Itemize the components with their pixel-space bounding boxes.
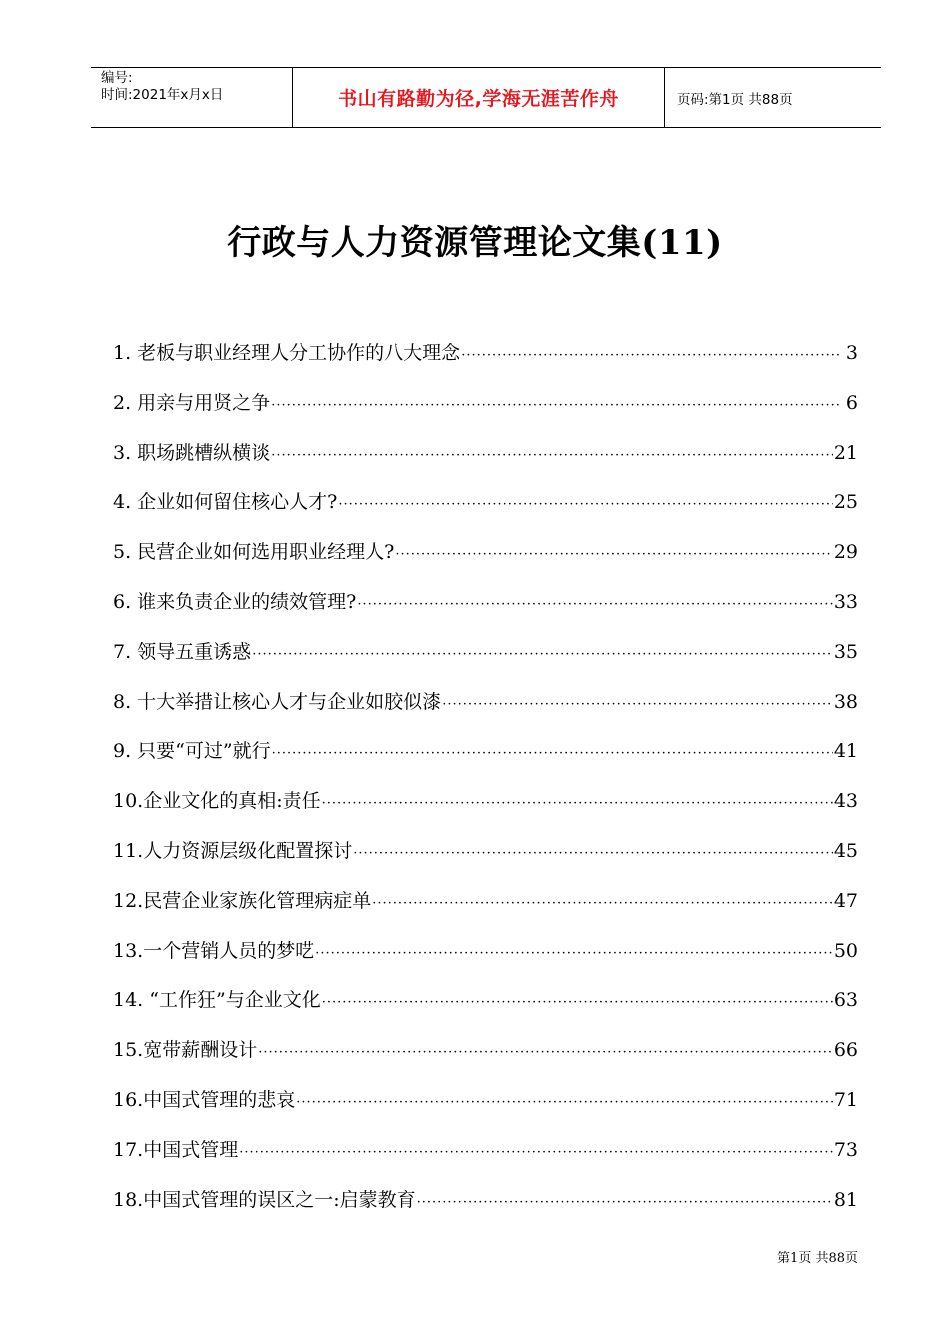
toc-entry[interactable] — [113, 338, 858, 388]
header-motto: 书山有路勤为径,学海无涯苦作舟 — [293, 68, 665, 127]
toc-entry-title: 老板与职业经理人分工协作的八大理念 — [137, 342, 461, 364]
toc-entry-number: 10. — [113, 790, 144, 813]
toc-entry-page: 47 — [833, 889, 858, 912]
toc-entry-number: 2. — [113, 391, 138, 414]
toc-entry-number: 8. — [113, 690, 138, 713]
toc-entry-title: 人力资源层级化配置探讨 — [143, 839, 353, 862]
toc-entry-title: 宽带薪酬设计 — [143, 1039, 258, 1062]
toc-entry-leader — [322, 995, 833, 1010]
toc-entry-number: 7. — [113, 640, 138, 663]
toc-entry[interactable] — [113, 1085, 858, 1135]
toc-entry-page: 35 — [833, 640, 858, 663]
toc-entry-number: 6. — [113, 590, 138, 613]
toc-entry-title: 中国式管理的悲哀 — [143, 1088, 296, 1111]
toc-entry[interactable] — [113, 487, 858, 537]
toc-entry-page: 43 — [833, 790, 858, 813]
toc-entry-leader — [442, 697, 833, 712]
toc-entry[interactable] — [113, 786, 858, 836]
toc-entry-title: 中国式管理的误区之一:启蒙教育 — [143, 1188, 416, 1211]
toc-entry-leader — [395, 547, 832, 562]
toc-entry-number: 14. — [113, 989, 150, 1012]
toc-entry-number: 15. — [113, 1039, 144, 1062]
toc-entry[interactable] — [113, 736, 858, 786]
toc-entry-title: “工作狂”与企业文化 — [149, 989, 321, 1012]
toc-entry-title: 企业文化的真相:责任 — [143, 790, 321, 813]
toc-entry-leader — [258, 1045, 833, 1060]
toc-entry-leader — [353, 846, 833, 861]
toc-entry-title: 一个营销人员的梦呓 — [143, 939, 315, 962]
toc-entry-leader — [417, 1195, 833, 1210]
toc-entry-page: 21 — [833, 441, 858, 464]
toc-entry-leader — [461, 348, 839, 363]
toc-entry-leader — [252, 647, 833, 662]
toc-entry-leader — [322, 796, 833, 811]
toc-entry-title: 领导五重诱惑 — [137, 640, 252, 663]
toc-entry[interactable] — [113, 1185, 858, 1235]
toc-entry-page: 25 — [833, 491, 858, 514]
toc-entry[interactable] — [113, 836, 858, 886]
toc-entry-title: 十大举措让核心人才与企业如胶似漆 — [137, 690, 442, 713]
toc-entry[interactable] — [113, 1035, 858, 1085]
toc-entry-page: 29 — [833, 541, 858, 564]
toc-entry-leader — [271, 448, 833, 463]
toc-entry-page: 45 — [833, 839, 858, 862]
toc-entry-title: 民营企业家族化管理病症单 — [143, 889, 372, 912]
toc-entry-title: 职场跳槽纵横谈 — [137, 441, 271, 464]
toc-entry-title: 用亲与用贤之争 — [137, 391, 271, 414]
document-title: 行政与人力资源管理论文集(11) — [227, 223, 723, 263]
toc-entry-number: 4. — [113, 491, 138, 514]
toc-entry-number: 11. — [113, 839, 144, 862]
toc-entry-number: 12. — [113, 889, 144, 912]
toc-entry-leader — [357, 597, 832, 612]
toc-entry-page: 3 — [839, 342, 858, 364]
toc-entry-page: 71 — [833, 1088, 858, 1111]
toc-entry[interactable] — [113, 936, 858, 986]
toc-entry[interactable] — [113, 687, 858, 737]
toc-entry[interactable] — [113, 637, 858, 687]
document-number-label: 编号: — [101, 70, 133, 86]
toc-entry-page: 50 — [833, 939, 858, 962]
toc-entry-number: 13. — [113, 939, 144, 962]
toc-entry-title: 民营企业如何选用职业经理人? — [137, 541, 395, 564]
toc-entry[interactable] — [113, 1135, 858, 1185]
toc-entry-title: 企业如何留住核心人才? — [137, 491, 338, 514]
toc-entry-page: 81 — [833, 1188, 858, 1211]
toc-entry-page: 63 — [833, 989, 858, 1012]
header-page-code: 页码:第1页 共88页 — [677, 91, 793, 108]
toc-entry-number: 3. — [113, 441, 138, 464]
table-of-contents — [113, 338, 858, 1234]
toc-entry-page: 6 — [839, 391, 858, 414]
toc-entry-title: 中国式管理 — [143, 1138, 239, 1161]
toc-entry-number: 17. — [113, 1138, 144, 1161]
toc-entry-title: 谁来负责企业的绩效管理? — [137, 590, 357, 613]
toc-entry-page: 73 — [833, 1138, 858, 1161]
toc-entry-number: 18. — [113, 1188, 144, 1211]
document-time-label: 时间:2021年x月x日 — [101, 87, 224, 103]
toc-entry-number: 9. — [113, 740, 138, 763]
toc-entry-leader — [271, 398, 839, 413]
toc-entry-number: 5. — [113, 541, 138, 564]
toc-entry-page: 33 — [833, 590, 858, 613]
toc-entry[interactable] — [113, 388, 858, 438]
page-footer: 第1页 共88页 — [777, 1251, 858, 1266]
toc-entry-page: 41 — [833, 740, 858, 763]
toc-entry-leader — [272, 746, 833, 761]
toc-entry-number: 1. — [113, 342, 138, 364]
toc-entry[interactable] — [113, 886, 858, 936]
toc-entry-page: 38 — [833, 690, 858, 713]
toc-entry-leader — [296, 1095, 833, 1110]
toc-entry[interactable] — [113, 537, 858, 587]
toc-entry[interactable] — [113, 438, 858, 488]
toc-entry-leader — [315, 946, 833, 961]
toc-entry-leader — [338, 497, 832, 512]
toc-entry[interactable] — [113, 587, 858, 637]
header-meta — [91, 68, 293, 127]
page-header — [91, 67, 881, 128]
toc-entry[interactable] — [113, 985, 858, 1035]
toc-entry-leader — [239, 1145, 833, 1160]
toc-entry-page: 66 — [833, 1039, 858, 1062]
toc-entry-leader — [372, 896, 833, 911]
toc-entry-title: 只要“可过”就行 — [137, 740, 271, 763]
toc-entry-number: 16. — [113, 1088, 144, 1111]
